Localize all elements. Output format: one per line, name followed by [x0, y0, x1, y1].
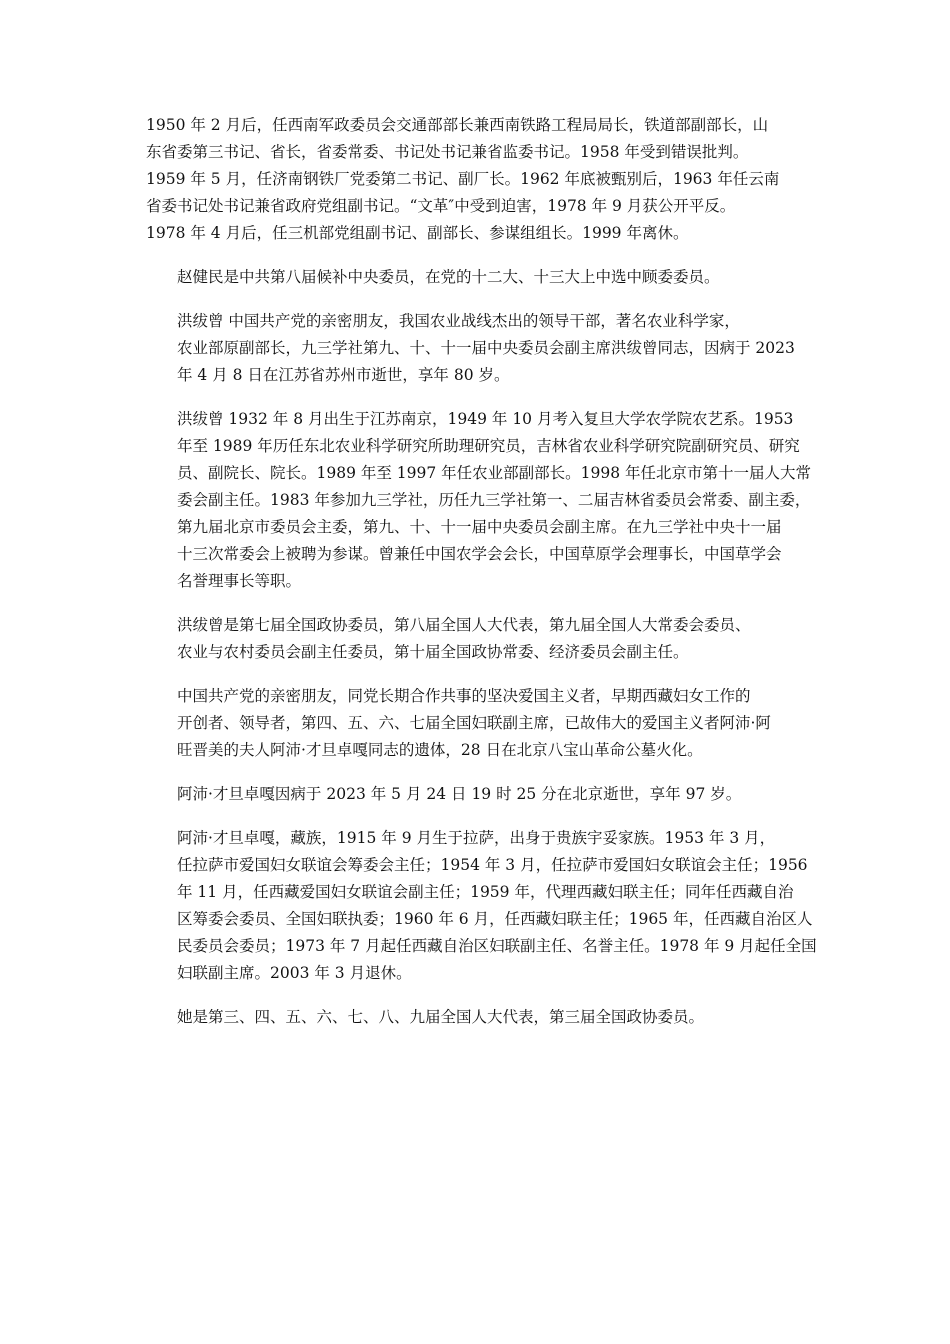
text-line: 年 4 月 8 日在江苏省苏州市逝世，享年 80 岁。	[177, 366, 510, 384]
text-line: 农业与农村委员会副主任委员，第十届全国政协常委、经济委员会副主任。	[177, 643, 689, 661]
text-line: 名誉理事长等职。	[177, 572, 302, 590]
paragraph-2	[146, 264, 810, 291]
text-line: 任拉萨市爱国妇女联谊会筹委会主任；1954 年 3 月，任拉萨市爱国妇女联谊会主任；1956	[177, 856, 808, 874]
paragraph-5	[146, 612, 810, 666]
text-line: 区筹委会委员、全国妇联执委；1960 年 6 月，任西藏妇联主任；1965 年，任西藏自治区人	[177, 910, 813, 928]
text-line: 洪绂曾 中国共产党的亲密朋友，我国农业战线杰出的领导干部，著名农业科学家，	[177, 312, 740, 330]
paragraph-4	[146, 406, 810, 595]
text-line: 民委员会委员；1973 年 7 月起任西藏自治区妇联副主任、名誉主任。1978 年 9 月起任全国	[177, 937, 817, 955]
text-line: 省委书记处书记兼省政府党组副书记。“文革″中受到迫害，1978 年 9 月获公开平反。	[146, 197, 736, 215]
text-line: 1950 年 2 月后，任西南军政委员会交通部部长兼西南铁路工程局局长，铁道部副部长，山	[146, 116, 769, 134]
paragraph-6	[146, 683, 810, 764]
text-line: 1978 年 4 月后，任三机部党组副书记、副部长、参谋组组长。1999 年离休。	[146, 224, 689, 242]
text-line: 年 11 月，任西藏爱国妇女联谊会副主任；1959 年，代理西藏妇联主任；同年任西藏自治	[177, 883, 794, 901]
text-line: 1959 年 5 月，任济南钢铁厂党委第二书记、副厂长。1962 年底被甄别后，1963 年任云南	[146, 170, 780, 188]
text-line: 阿沛·才旦卓嘎因病于 2023 年 5 月 24 日 19 时 25 分在北京逝世，享年 97 岁。	[177, 785, 742, 803]
text-line: 东省委第三书记、省长，省委常委、书记处书记兼省监委书记。1958 年受到错误批判。	[146, 143, 749, 161]
text-line: 农业部原副部长，九三学社第九、十、十一届中央委员会副主席洪绂曾同志，因病于 2023	[177, 339, 795, 357]
text-line: 开创者、领导者，第四、五、六、七届全国妇联副主席，已故伟大的爱国主义者阿沛·阿	[177, 714, 771, 732]
text-line: 旺晋美的夫人阿沛·才旦卓嘎同志的遗体，28 日在北京八宝山革命公墓火化。	[177, 741, 703, 759]
paragraph-8	[146, 825, 817, 987]
text-line: 洪绂曾 1932 年 8 月出生于江苏南京，1949 年 10 月考入复旦大学农学院农艺系。1953	[177, 410, 794, 428]
text-line: 委会副主任。1983 年参加九三学社，历任九三学社第一、二届吉林省委员会常委、副主委，	[177, 491, 811, 509]
document-body	[146, 112, 817, 1031]
paragraph-9	[146, 1004, 810, 1031]
paragraph-7	[146, 781, 810, 808]
text-line: 中国共产党的亲密朋友，同党长期合作共事的坚决爱国主义者，早期西藏妇女工作的	[177, 687, 751, 705]
text-line: 妇联副主席。2003 年 3 月退休。	[177, 964, 412, 982]
text-line: 员、副院长、院长。1989 年至 1997 年任农业部副部长。1998 年任北京市第十一届人大常	[177, 464, 812, 482]
text-line: 她是第三、四、五、六、七、八、九届全国人大代表，第三届全国政协委员。	[177, 1008, 705, 1026]
text-line: 洪绂曾是第七届全国政协委员，第八届全国人大代表，第九届全国人大常委会委员、	[177, 616, 751, 634]
text-line: 十三次常委会上被聘为参谋。曾兼任中国农学会会长，中国草原学会理事长，中国草学会	[177, 545, 782, 563]
text-line: 赵健民是中共第八届候补中央委员，在党的十二大、十三大上中选中顾委委员。	[177, 268, 720, 286]
paragraph-3	[146, 308, 810, 389]
text-line: 年至 1989 年历任东北农业科学研究所助理研究员，吉林省农业科学研究院副研究员、研究	[177, 437, 800, 455]
text-line: 阿沛·才旦卓嘎，藏族，1915 年 9 月生于拉萨，出身于贵族宇妥家族。1953 年 3 月，	[177, 829, 776, 847]
document-page	[146, 112, 817, 1048]
text-line: 第九届北京市委员会主委，第九、十、十一届中央委员会副主席。在九三学社中央十一届	[177, 518, 782, 536]
paragraph-1	[146, 112, 810, 247]
